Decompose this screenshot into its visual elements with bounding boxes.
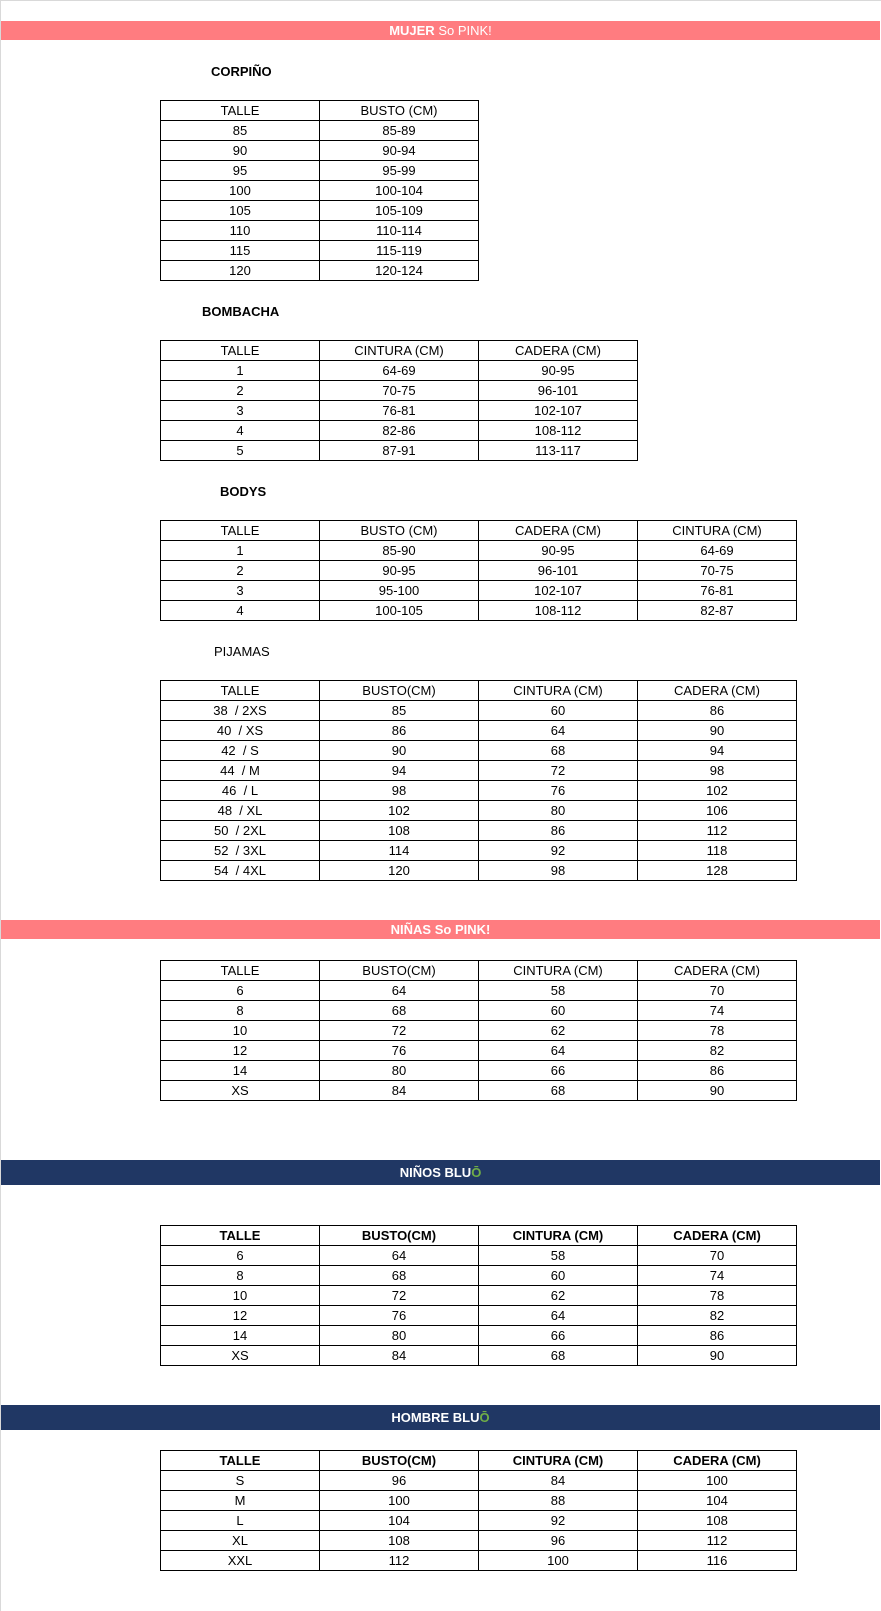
table-cell: 90-95 (479, 361, 638, 381)
table-cell: 8 (161, 1001, 320, 1021)
table-cell: 4 (161, 601, 320, 621)
table-cell: 76 (320, 1306, 479, 1326)
column-header: CADERA (CM) (479, 341, 638, 361)
table-cell: 96 (479, 1531, 638, 1551)
table-header-row (161, 101, 479, 121)
bombacha-table (160, 340, 638, 461)
table-cell: 105 (161, 201, 320, 221)
table-row (161, 381, 638, 401)
table-row (161, 861, 797, 881)
table-cell: 86 (320, 721, 479, 741)
table-cell: 120 (161, 261, 320, 281)
table-cell: 98 (638, 761, 797, 781)
table-cell: 95-100 (320, 581, 479, 601)
table-cell: 12 (161, 1041, 320, 1061)
table-row (161, 561, 797, 581)
table-row (161, 1346, 797, 1366)
table-cell: 94 (320, 761, 479, 781)
table-cell: 82 (638, 1041, 797, 1061)
column-header: CADERA (CM) (479, 521, 638, 541)
table-row (161, 1306, 797, 1326)
column-header: TALLE (161, 341, 320, 361)
table-cell: 68 (479, 1346, 638, 1366)
table-row (161, 981, 797, 1001)
table-cell: 60 (479, 1001, 638, 1021)
table-cell: 108 (320, 1531, 479, 1551)
table-row (161, 1246, 797, 1266)
table-row (161, 761, 797, 781)
table-cell: 84 (320, 1346, 479, 1366)
column-header: CINTURA (CM) (638, 521, 797, 541)
table-cell: 86 (479, 821, 638, 841)
table-cell: 64-69 (320, 361, 479, 381)
table-cell: 76 (479, 781, 638, 801)
table-cell: 72 (320, 1286, 479, 1306)
column-header: CADERA (CM) (638, 681, 797, 701)
table-cell: 116 (638, 1551, 797, 1571)
table-cell: 74 (638, 1001, 797, 1021)
table-cell: 68 (320, 1266, 479, 1286)
column-header: CINTURA (CM) (479, 961, 638, 981)
hombre-table (160, 1450, 797, 1571)
table-row (161, 1531, 797, 1551)
table-cell: 82-87 (638, 601, 797, 621)
table-cell: 102-107 (479, 401, 638, 421)
column-header: CINTURA (CM) (479, 1226, 638, 1246)
table-cell: S (161, 1471, 320, 1491)
corpino-title: CORPIÑO (211, 64, 272, 79)
column-header: TALLE (161, 101, 320, 121)
table-cell: 90 (320, 741, 479, 761)
table-cell: 98 (479, 861, 638, 881)
table-cell: 14 (161, 1061, 320, 1081)
table-cell: 88 (479, 1491, 638, 1511)
column-header: CINTURA (CM) (479, 681, 638, 701)
column-header: TALLE (161, 1451, 320, 1471)
table-cell: 110 (161, 221, 320, 241)
banner-ninos (1, 1160, 880, 1185)
table-cell: 90 (638, 721, 797, 741)
table-cell: 120 (320, 861, 479, 881)
table-cell: 90 (638, 1346, 797, 1366)
table-row (161, 741, 797, 761)
table-cell: M (161, 1491, 320, 1511)
table-cell: 114 (320, 841, 479, 861)
banner-hombre-prefix: HOMBRE BLU (391, 1410, 480, 1425)
table-cell: XS (161, 1081, 320, 1101)
table-cell: 14 (161, 1326, 320, 1346)
table-cell: 108-112 (479, 601, 638, 621)
table-cell: 85 (320, 701, 479, 721)
table-cell: 100 (638, 1471, 797, 1491)
table-row (161, 361, 638, 381)
table-cell: 86 (638, 1061, 797, 1081)
table-cell: 102 (320, 801, 479, 821)
table-cell: 40 / XS (161, 721, 320, 741)
table-row (161, 201, 479, 221)
banner-hombre-accent: Ō (479, 1410, 490, 1425)
table-row (161, 1081, 797, 1101)
table-cell: XL (161, 1531, 320, 1551)
table-cell: 90-95 (320, 561, 479, 581)
table-cell: 86 (638, 701, 797, 721)
table-cell: 95-99 (320, 161, 479, 181)
table-cell: 50 / 2XL (161, 821, 320, 841)
table-cell: 85-89 (320, 121, 479, 141)
table-cell: 112 (638, 821, 797, 841)
table-cell: 62 (479, 1021, 638, 1041)
table-cell: 85 (161, 121, 320, 141)
banner-mujer (1, 21, 880, 40)
table-cell: 80 (320, 1326, 479, 1346)
table-row (161, 541, 797, 561)
table-header-row (161, 1226, 797, 1246)
table-cell: 84 (320, 1081, 479, 1101)
table-row (161, 161, 479, 181)
table-row (161, 121, 479, 141)
table-cell: 70-75 (320, 381, 479, 401)
table-cell: 96-101 (479, 381, 638, 401)
table-cell: 85-90 (320, 541, 479, 561)
table-cell: 64 (479, 721, 638, 741)
table-header-row (161, 1451, 797, 1471)
table-cell: 112 (638, 1531, 797, 1551)
table-cell: 64 (479, 1041, 638, 1061)
table-cell: 66 (479, 1326, 638, 1346)
pijamas-title: PIJAMAS (214, 644, 270, 659)
table-cell: 115-119 (320, 241, 479, 261)
table-cell: 82 (638, 1306, 797, 1326)
banner-mujer-suffix: So PINK! (438, 23, 492, 38)
table-cell: 78 (638, 1021, 797, 1041)
table-cell: 105-109 (320, 201, 479, 221)
table-cell: 2 (161, 561, 320, 581)
table-cell: 64 (320, 1246, 479, 1266)
table-cell: 4 (161, 421, 320, 441)
table-cell: 100 (161, 181, 320, 201)
table-cell: 48 / XL (161, 801, 320, 821)
table-cell: 60 (479, 701, 638, 721)
column-header: TALLE (161, 961, 320, 981)
table-cell: 8 (161, 1266, 320, 1286)
table-cell: 74 (638, 1266, 797, 1286)
column-header: CADERA (CM) (638, 1451, 797, 1471)
table-cell: 64 (320, 981, 479, 1001)
table-cell: 70-75 (638, 561, 797, 581)
table-cell: 98 (320, 781, 479, 801)
table-cell: 94 (638, 741, 797, 761)
table-cell: 72 (320, 1021, 479, 1041)
column-header: CINTURA (CM) (479, 1451, 638, 1471)
table-cell: 6 (161, 981, 320, 1001)
table-header-row (161, 341, 638, 361)
table-cell: 100-104 (320, 181, 479, 201)
table-cell: 104 (638, 1491, 797, 1511)
table-row (161, 1471, 797, 1491)
table-cell: 113-117 (479, 441, 638, 461)
column-header: BUSTO(CM) (320, 1451, 479, 1471)
table-row (161, 1326, 797, 1346)
table-row (161, 701, 797, 721)
bodys-title: BODYS (220, 484, 267, 499)
table-cell: 38 / 2XS (161, 701, 320, 721)
table-cell: 108 (638, 1511, 797, 1531)
table-row (161, 1021, 797, 1041)
table-row (161, 601, 797, 621)
table-cell: XS (161, 1346, 320, 1366)
table-cell: 120-124 (320, 261, 479, 281)
table-cell: 100 (320, 1491, 479, 1511)
table-cell: 62 (479, 1286, 638, 1306)
table-row (161, 421, 638, 441)
table-cell: 118 (638, 841, 797, 861)
table-row (161, 721, 797, 741)
table-cell: 90-95 (479, 541, 638, 561)
table-cell: 1 (161, 541, 320, 561)
table-cell: 54 / 4XL (161, 861, 320, 881)
table-row (161, 781, 797, 801)
column-header: CADERA (CM) (638, 1226, 797, 1246)
table-cell: 96-101 (479, 561, 638, 581)
table-row (161, 1266, 797, 1286)
table-row (161, 1286, 797, 1306)
table-cell: 82-86 (320, 421, 479, 441)
table-cell: 95 (161, 161, 320, 181)
table-cell: 115 (161, 241, 320, 261)
corpino-table (160, 100, 479, 281)
column-header: CINTURA (CM) (320, 341, 479, 361)
table-row (161, 581, 797, 601)
table-row (161, 401, 638, 421)
table-cell: XXL (161, 1551, 320, 1571)
table-cell: 6 (161, 1246, 320, 1266)
column-header: TALLE (161, 521, 320, 541)
table-cell: 76-81 (638, 581, 797, 601)
ninos-table (160, 1225, 797, 1366)
table-cell: 46 / L (161, 781, 320, 801)
table-cell: 108 (320, 821, 479, 841)
table-cell: 58 (479, 981, 638, 1001)
table-cell: 3 (161, 581, 320, 601)
bodys-table (160, 520, 797, 621)
pijamas-table (160, 680, 797, 881)
table-cell: 68 (479, 741, 638, 761)
table-cell: 12 (161, 1306, 320, 1326)
table-cell: L (161, 1511, 320, 1531)
table-row (161, 1041, 797, 1061)
table-cell: 90-94 (320, 141, 479, 161)
table-row (161, 241, 479, 261)
table-cell: 10 (161, 1286, 320, 1306)
ninas-table (160, 960, 797, 1101)
table-cell: 80 (479, 801, 638, 821)
column-header: BUSTO(CM) (320, 961, 479, 981)
table-cell: 76 (320, 1041, 479, 1061)
table-cell: 87-91 (320, 441, 479, 461)
column-header: BUSTO(CM) (320, 681, 479, 701)
table-row (161, 841, 797, 861)
table-cell: 104 (320, 1511, 479, 1531)
table-row (161, 1551, 797, 1571)
table-cell: 64-69 (638, 541, 797, 561)
table-cell: 70 (638, 981, 797, 1001)
column-header: BUSTO(CM) (320, 1226, 479, 1246)
table-row (161, 221, 479, 241)
table-row (161, 1001, 797, 1021)
table-row (161, 441, 638, 461)
column-header: TALLE (161, 681, 320, 701)
table-cell: 90 (638, 1081, 797, 1101)
table-cell: 92 (479, 841, 638, 861)
banner-hombre (1, 1405, 880, 1430)
table-cell: 80 (320, 1061, 479, 1081)
table-cell: 68 (479, 1081, 638, 1101)
table-cell: 110-114 (320, 221, 479, 241)
table-cell: 52 / 3XL (161, 841, 320, 861)
table-cell: 2 (161, 381, 320, 401)
table-cell: 72 (479, 761, 638, 781)
table-header-row (161, 521, 797, 541)
table-cell: 3 (161, 401, 320, 421)
table-cell: 100 (479, 1551, 638, 1571)
table-cell: 112 (320, 1551, 479, 1571)
table-cell: 102-107 (479, 581, 638, 601)
table-row (161, 141, 479, 161)
table-cell: 96 (320, 1471, 479, 1491)
table-cell: 106 (638, 801, 797, 821)
table-row (161, 181, 479, 201)
table-cell: 84 (479, 1471, 638, 1491)
table-header-row (161, 681, 797, 701)
table-cell: 86 (638, 1326, 797, 1346)
table-cell: 102 (638, 781, 797, 801)
table-cell: 5 (161, 441, 320, 461)
table-cell: 68 (320, 1001, 479, 1021)
table-row (161, 1491, 797, 1511)
banner-mujer-prefix: MUJER (389, 23, 435, 38)
column-header: CADERA (CM) (638, 961, 797, 981)
table-cell: 58 (479, 1246, 638, 1266)
table-row (161, 801, 797, 821)
table-cell: 90 (161, 141, 320, 161)
table-cell: 70 (638, 1246, 797, 1266)
column-header: BUSTO (CM) (320, 521, 479, 541)
table-row (161, 1061, 797, 1081)
table-cell: 78 (638, 1286, 797, 1306)
table-cell: 66 (479, 1061, 638, 1081)
table-cell: 44 / M (161, 761, 320, 781)
bombacha-title: BOMBACHA (202, 304, 280, 319)
table-cell: 76-81 (320, 401, 479, 421)
table-cell: 60 (479, 1266, 638, 1286)
banner-ninos-prefix: NIÑOS BLU (399, 1165, 472, 1180)
banner-ninas: NIÑAS So PINK! (1, 920, 880, 939)
table-header-row (161, 961, 797, 981)
table-row (161, 821, 797, 841)
table-cell: 42 / S (161, 741, 320, 761)
table-cell: 100-105 (320, 601, 479, 621)
column-header: BUSTO (CM) (320, 101, 479, 121)
table-cell: 1 (161, 361, 320, 381)
table-cell: 108-112 (479, 421, 638, 441)
column-header: TALLE (161, 1226, 320, 1246)
table-row (161, 1511, 797, 1531)
banner-ninos-accent: Ō (471, 1165, 482, 1180)
table-cell: 10 (161, 1021, 320, 1041)
table-cell: 92 (479, 1511, 638, 1531)
table-row (161, 261, 479, 281)
table-cell: 128 (638, 861, 797, 881)
table-cell: 64 (479, 1306, 638, 1326)
